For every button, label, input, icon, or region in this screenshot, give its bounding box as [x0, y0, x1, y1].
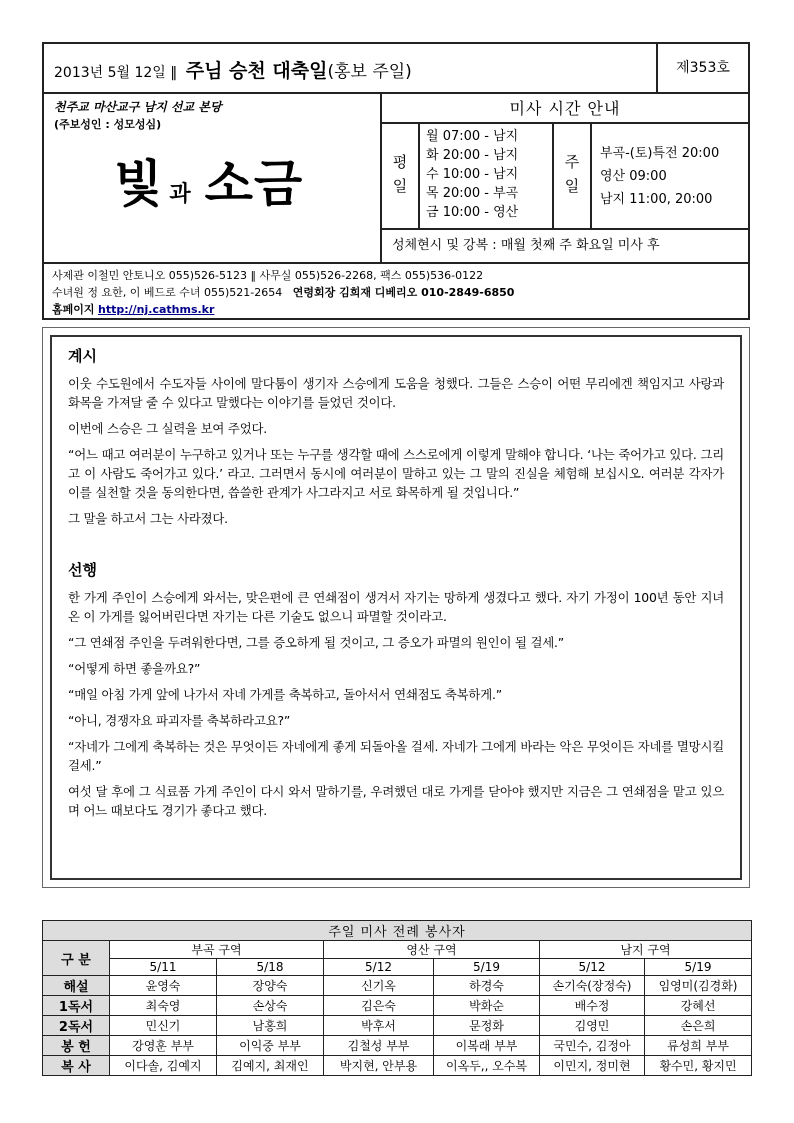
feast-subtitle: (홍보 주일) [327, 62, 412, 82]
title-row [44, 44, 748, 94]
server-cell: 임영미(김경화) [645, 976, 752, 996]
feast-name: 주님 승천 대축일 [185, 60, 328, 82]
role-label: 해설 [43, 976, 110, 996]
weekday-label-1: 평 [392, 153, 408, 171]
section-gap [68, 535, 724, 559]
server-cell: 박지현, 안부용 [324, 1056, 434, 1076]
table-row [43, 996, 752, 1016]
logo-light: 빛 [114, 154, 164, 213]
article-paragraph: “그 연쇄점 주인을 두려워한다면, 그를 증오하게 될 것이고, 그 증오가 파멸의 원인이 될 걸세.” [68, 635, 564, 650]
weekday-label [382, 124, 420, 228]
date-header: 5/12 [324, 959, 434, 976]
article-paragraph: 여섯 달 후에 그 식료품 가게 주인이 다시 와서 말하기를, 우려했던 대로 가게를 닫아야 했지만 지금은 그 연쇄점을 맡고 있으며 어느 때보다도 경기가 좋다고 했다. [68, 784, 724, 818]
adoration-note: 성체현시 및 강복 : 매월 첫째 주 화요일 미사 후 [382, 228, 748, 262]
date-header: 5/18 [217, 959, 324, 976]
server-cell: 이옥두,, 오수복 [434, 1056, 540, 1076]
server-cell: 김은숙 [324, 996, 434, 1016]
server-cell: 강영훈 부부 [110, 1036, 217, 1056]
sunday-times [600, 142, 746, 211]
date-header: 5/11 [110, 959, 217, 976]
role-label: 1독서 [43, 996, 110, 1016]
server-cell: 김영민 [540, 1016, 645, 1036]
contact-line-2 [52, 284, 740, 301]
district-header: 남지 구역 [540, 941, 752, 959]
weekday-label-2: 일 [392, 177, 408, 195]
date-header: 5/19 [645, 959, 752, 976]
role-label: 봉 헌 [43, 1036, 110, 1056]
issue-number: 제353호 [656, 44, 748, 92]
title-separator: ‖ [170, 65, 178, 81]
article-frame [42, 327, 750, 888]
parish-name: 천주교 마산교구 남지 선교 본당 [54, 100, 222, 114]
logo-salt: 소금 [204, 154, 304, 213]
server-cell: 손상숙 [217, 996, 324, 1016]
table-caption: 주일 미사 전례 봉사자 [43, 921, 752, 941]
weekday-time: 화 20:00 - 남지 [426, 148, 519, 163]
liturgy-servers-table [42, 920, 752, 1076]
article-paragraph: 이웃 수도원에서 수도자들 사이에 말다툼이 생기자 스승에게 도움을 청했다. 그들은 스승이 어떤 무리에겐 책임지고 사랑과 화목을 가져달 줄 수 있다고 말했다는 이야기를 들었던 것이다. [68, 376, 724, 410]
parish-block [44, 94, 382, 262]
homepage-link[interactable]: http://nj.cathms.kr [98, 303, 215, 316]
article-paragraph: “자네가 그에게 축복하는 것은 무엇이든 자네에게 좋게 되돌아올 걸세. 자네가 그에게 바라는 악은 무엇이든 자네를 멸망시킬 걸세.” [68, 739, 724, 773]
homepage-label: 홈페이지 [52, 303, 95, 316]
sunday-label-2: 일 [564, 177, 580, 195]
district-header: 부곡 구역 [110, 941, 324, 959]
table-row [43, 1056, 752, 1076]
server-cell: 손기숙(장정숙) [540, 976, 645, 996]
contact-info [44, 262, 748, 320]
server-cell: 류성희 부부 [645, 1036, 752, 1056]
server-cell: 김예지, 최재인 [217, 1056, 324, 1076]
sunday-label-1: 주 [564, 153, 580, 171]
server-cell: 윤영숙 [110, 976, 217, 996]
sunday-time: 남지 11:00, 20:00 [600, 192, 713, 207]
funeral-society-contact: 연령회장 김희재 디베리오 010-2849-6850 [292, 286, 515, 299]
server-cell: 이익중 부부 [217, 1036, 324, 1056]
sunday-label [552, 124, 592, 228]
server-cell: 이민지, 정미현 [540, 1056, 645, 1076]
sunday-time: 영산 09:00 [600, 169, 667, 184]
article-paragraph: 한 가게 주인이 스승에게 와서는, 맞은편에 큰 연쇄점이 생겨서 자기는 망하게 생겼다고 했다. 자기 가정이 100년 동안 지녀 온 이 가게를 잃어버린다면 자기는 다른 기술도 없으니 파멸할 것이라고. [68, 590, 724, 624]
weekday-time: 수 10:00 - 남지 [426, 167, 519, 182]
article-paragraph: 이번에 스승은 그 실력을 보여 주었다. [68, 421, 267, 436]
server-cell: 배수정 [540, 996, 645, 1016]
server-cell: 이복래 부부 [434, 1036, 540, 1056]
table-row [43, 1016, 752, 1036]
server-cell: 황수민, 황지민 [645, 1056, 752, 1076]
table-row [43, 976, 752, 996]
mass-times-block [382, 94, 748, 262]
logo-and: 과 [169, 181, 191, 207]
server-cell: 민신기 [110, 1016, 217, 1036]
role-label: 복 사 [43, 1056, 110, 1076]
sunday-time: 부곡-(토)특전 20:00 [600, 146, 720, 161]
bulletin-header [42, 42, 750, 320]
server-cell: 이다솔, 김예지 [110, 1056, 217, 1076]
article-body [50, 335, 742, 880]
server-cell: 박후서 [324, 1016, 434, 1036]
server-cell: 손은희 [645, 1016, 752, 1036]
date-header: 5/19 [434, 959, 540, 976]
server-cell: 문정화 [434, 1016, 540, 1036]
table-corner: 구 분 [43, 941, 110, 976]
article-paragraph: “어떻게 하면 좋을까요?” [68, 661, 201, 676]
weekday-time: 월 07:00 - 남지 [426, 129, 519, 144]
weekday-time: 금 10:00 - 영산 [426, 205, 519, 220]
server-cell: 국민수, 김정아 [540, 1036, 645, 1056]
server-cell: 김철성 부부 [324, 1036, 434, 1056]
convent-contact: 수녀원 정 요한, 이 베드로 수녀 055)521-2654 [52, 286, 283, 299]
section-title-revelation: 계시 [68, 347, 97, 365]
server-cell: 신기옥 [324, 976, 434, 996]
contact-line-1: 사제관 이철민 안토니오 055)526-5123 ‖ 사무실 055)526-2268, 팩스 055)536-0122 [52, 269, 484, 282]
server-cell: 장양숙 [217, 976, 324, 996]
bulletin-title [54, 56, 412, 83]
date-header: 5/12 [540, 959, 645, 976]
weekday-time: 목 20:00 - 부곡 [426, 186, 519, 201]
article-paragraph: “아니, 경쟁자요 파괴자를 축복하라고요?” [68, 713, 291, 728]
server-cell: 박화순 [434, 996, 540, 1016]
contact-line-3 [52, 301, 740, 318]
server-cell: 최숙영 [110, 996, 217, 1016]
server-cell: 남홍희 [217, 1016, 324, 1036]
section-title-good-deed: 선행 [68, 561, 97, 579]
article-paragraph: “어느 때고 여러분이 누구하고 있거나 또는 누구를 생각할 때에 스스로에게 이렇게 말해야 합니다. ‘나는 죽어가고 있다. 그리고 이 사람도 죽어가고 있다.’ 라고. 그러면서 동시에 여러분이 말하고 있는 그 말의 진실을 체험해 보십시오. 여러분 각자가 이를 실천할 것을 동의한다면, 씁쓸한 관계가 사그라지고 서로 화목하게 될 것입니다.” [68, 447, 724, 500]
issue-date: 2013년 5월 12일 [54, 65, 166, 81]
table-row [43, 1036, 752, 1056]
district-header: 영산 구역 [324, 941, 540, 959]
article-paragraph: “매일 아침 가게 앞에 나가서 자네 가게를 축복하고, 돌아서서 연쇄점도 축복하게.” [68, 687, 502, 702]
role-label: 2독서 [43, 1016, 110, 1036]
mass-times-title: 미사 시간 안내 [382, 94, 748, 124]
article-paragraph: 그 말을 하고서 그는 사라졌다. [68, 511, 228, 526]
server-cell: 강혜선 [645, 996, 752, 1016]
weekday-times [426, 127, 558, 222]
patron-saint: (주보성인 : 성모성심) [54, 118, 162, 131]
bulletin-logo [114, 144, 303, 216]
server-cell: 하경숙 [434, 976, 540, 996]
